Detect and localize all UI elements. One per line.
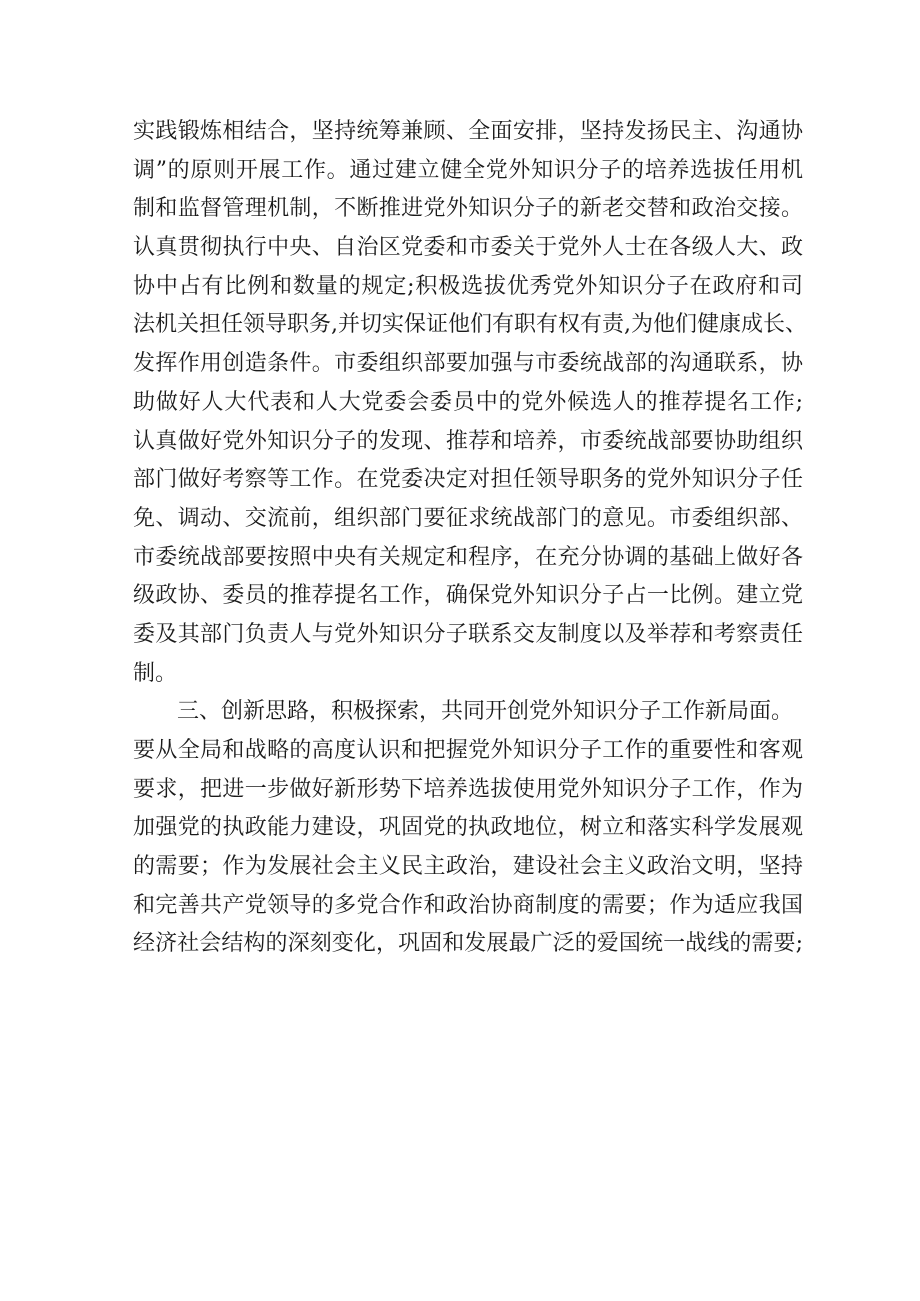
text-line: 认真贯彻执行中央、自治区党委和市委关于党外人士在各级人大、政 — [133, 235, 803, 261]
text-line: 级政协、委员的推荐提名工作，确保党外知识分子占一比例。建立党 — [133, 583, 803, 609]
text-line: 免、调动、交流前，组织部门要征求统战部门的意见。市委组织部、 — [133, 505, 803, 531]
text-line: 实践锻炼相结合，坚持统筹兼顾、全面安排，坚持发扬民主、沟通协 — [133, 119, 803, 144]
text-line: 调”的原则开展工作。通过建立健全党外知识分子的培养选拔任用机 — [133, 157, 803, 183]
text-line: 的需要；作为发展社会主义民主政治，建设社会主义政治文明，坚持 — [133, 854, 803, 880]
text-line: 市委统战部要按照中央有关规定和程序，在充分协调的基础上做好各 — [133, 544, 803, 570]
text-line: 加强党的执政能力建设，巩固党的执政地位，树立和落实科学发展观 — [133, 815, 803, 841]
text-line: 助做好人大代表和人大党委会委员中的党外候选人的推荐提名工作; — [133, 389, 803, 415]
text-line: 制和监督管理机制，不断推进党外知识分子的新老交替和政治交接。 — [133, 196, 803, 222]
text-line: 和完善共产党领导的多党合作和政治协商制度的需要；作为适应我国 — [133, 892, 803, 918]
text-line: 要求，把进一步做好新形势下培养选拔使用党外知识分子工作，作为 — [133, 776, 803, 802]
text-line: 协中占有比例和数量的规定;积极选拔优秀党外知识分子在政府和司 — [133, 273, 803, 299]
text-line: 委及其部门负责人与党外知识分子联系交友制度以及举荐和考察责任 — [133, 621, 803, 647]
text-line: 发挥作用创造条件。市委组织部要加强与市委统战部的沟通联系，协 — [133, 351, 803, 377]
body-text — [133, 113, 807, 964]
section-heading: 三、创新思路，积极探索，共同开创党外知识分子工作新局面。 — [177, 699, 794, 725]
text-line: 经济社会结构的深刻变化，巩固和发展最广泛的爱国统一战线的需要; — [133, 931, 803, 957]
text-line: 法机关担任领导职务,并切实保证他们有职有权有责,为他们健康成长、 — [133, 312, 807, 338]
text-line: 要从全局和战略的高度认识和把握党外知识分子工作的重要性和客观 — [133, 738, 803, 763]
text-line: 部门做好考察等工作。在党委决定对担任领导职务的党外知识分子任 — [133, 467, 803, 493]
text-line: 认真做好党外知识分子的发现、推荐和培养，市委统战部要协助组织 — [133, 428, 803, 454]
text-line: 制。 — [133, 660, 178, 686]
